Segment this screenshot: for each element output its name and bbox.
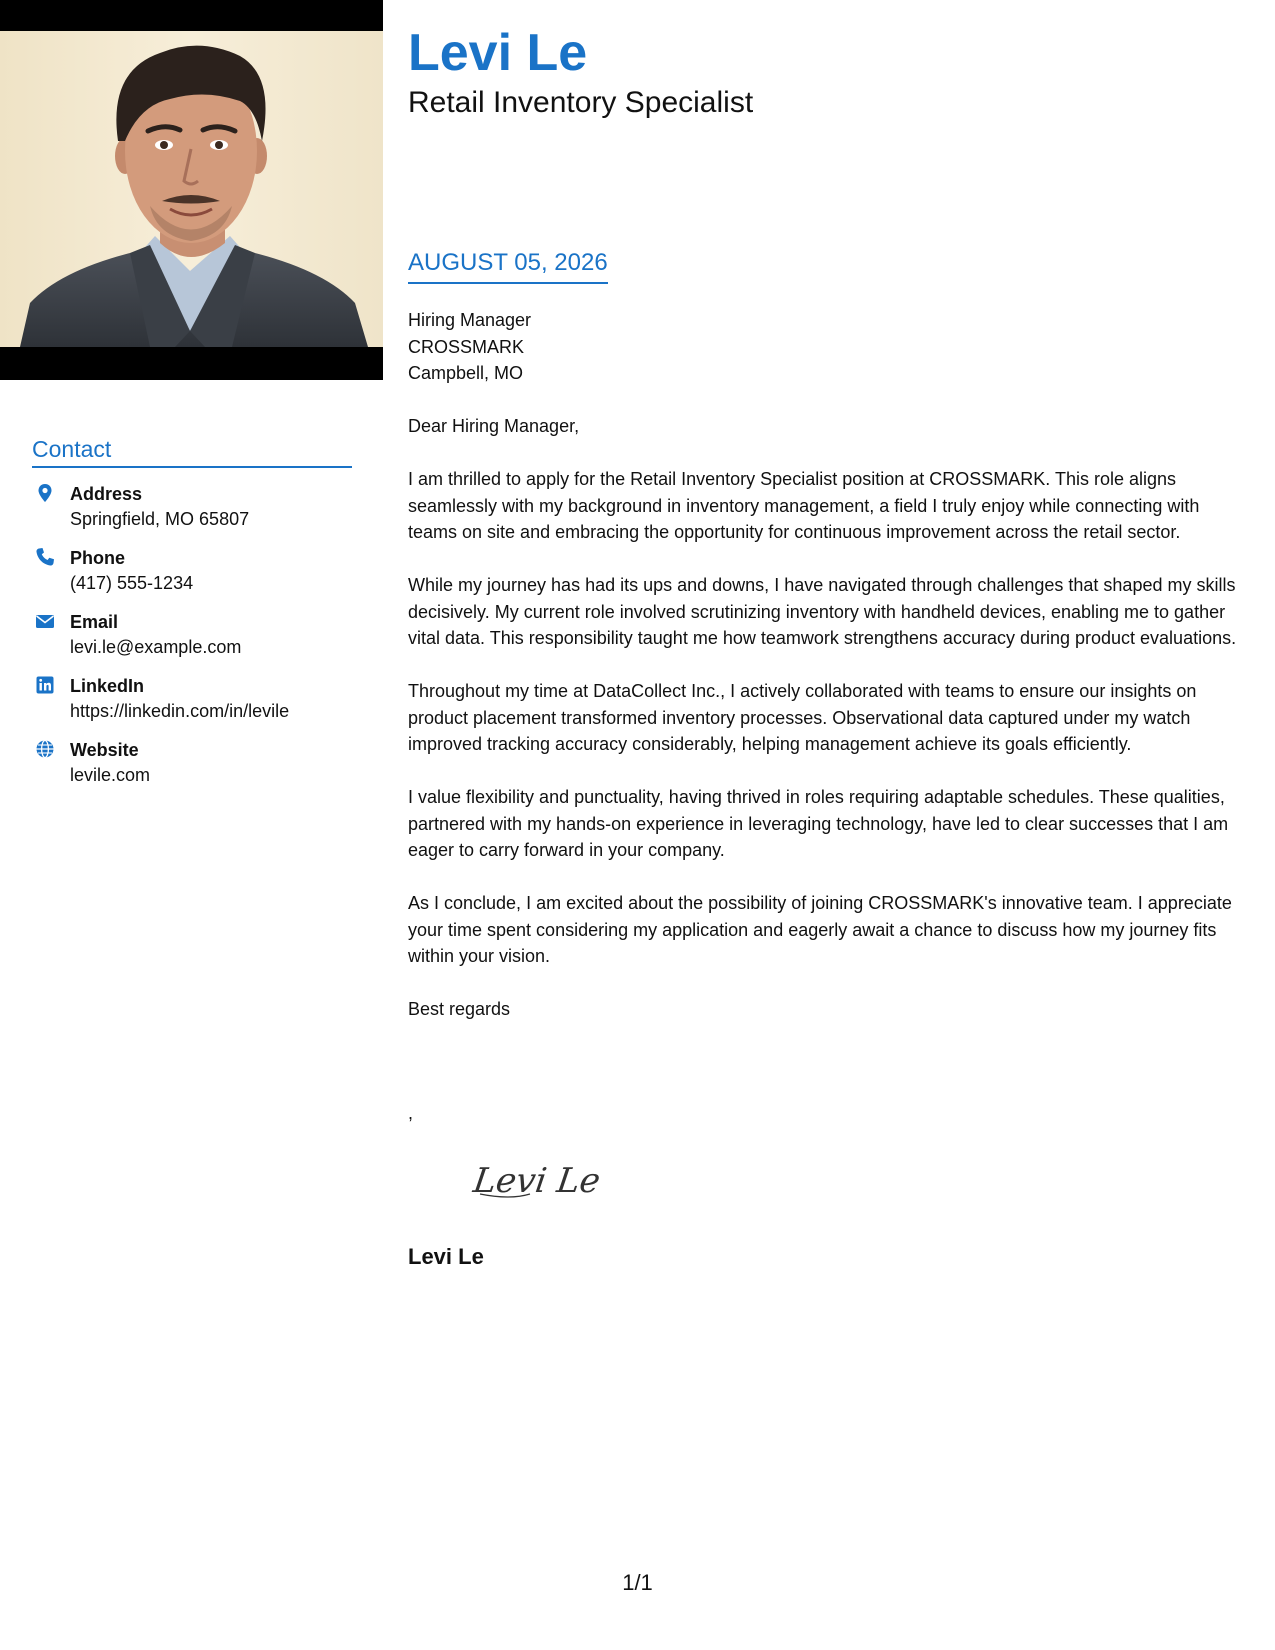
handwritten-signature — [470, 1150, 610, 1210]
contact-website-label: Website — [70, 740, 139, 760]
contact-email — [32, 610, 352, 660]
closing: Best regards — [408, 999, 511, 1019]
contact-address-value: Springfield, MO 65807 — [70, 509, 250, 529]
letter-paragraph: I am thrilled to apply for the Retail Inventory Specialist position at CROSSMARK. This role aligns seamlessly with my background in inventory management, a field I truly enjoy while connecting with teams on site and embracing the opportunity for continuous improvement across the retail sector. — [408, 469, 1200, 542]
svg-text:Levi Le: Levi Le — [470, 1161, 603, 1201]
closing-comma: , — [408, 1103, 414, 1123]
salutation: Dear Hiring Manager, — [408, 416, 580, 436]
contact-website — [32, 738, 352, 788]
phone-icon — [35, 547, 55, 567]
contact-email-label: Email — [70, 612, 119, 632]
letter-body — [408, 413, 1243, 1049]
letter-paragraph: Throughout my time at DataCollect Inc., I actively collaborated with teams to ensure our insights on product placement transformed inventory processes. Observational data captured under my watch improved tracking accuracy considerably, helping management achieve its goals efficiently. — [408, 681, 1197, 754]
contact-phone-label: Phone — [70, 548, 126, 568]
contact-address-label: Address — [70, 484, 143, 504]
profile-photo — [0, 31, 383, 347]
contact-phone-value: (417) 555-1234 — [70, 573, 194, 593]
contact-email-value[interactable]: levi.le@example.com — [70, 637, 242, 657]
recipient-location: Campbell, MO — [408, 363, 524, 383]
letter-paragraph: While my journey has had its ups and downs, I have navigated through challenges that shaped my skills decisively. My current role involved scrutinizing inventory with handheld devices, enabling me to gather vital data. This responsibility taught me how teamwork strengthens accuracy during product evaluations. — [408, 575, 1237, 648]
letter-paragraph: I value flexibility and punctuality, having thrived in roles requiring adaptable schedules. These qualities, partnered with my hands-on experience in leveraging technology, have led to clear successes that I am eager to carry forward in your company. — [408, 787, 1229, 860]
letter-date: AUGUST 05, 2026 — [408, 248, 608, 284]
contact-phone — [32, 546, 352, 596]
letter-paragraph: As I conclude, I am excited about the possibility of joining CROSSMARK's innovative team. I appreciate your time spent considering my application and eagerly await a chance to discuss how my journey fits within your vision. — [408, 893, 1232, 966]
page-number: 1/1 — [622, 1570, 653, 1595]
recipient-line: Hiring Manager — [408, 310, 532, 330]
recipient-block — [408, 307, 531, 387]
signer-name: Levi Le — [408, 1244, 484, 1269]
applicant-name: Levi Le — [408, 24, 588, 82]
contact-website-value[interactable]: levile.com — [70, 765, 151, 785]
globe-icon — [35, 739, 55, 759]
contact-linkedin-label: LinkedIn — [70, 676, 145, 696]
contact-heading: Contact — [32, 436, 352, 468]
linkedin-icon — [35, 675, 55, 695]
job-title: Retail Inventory Specialist — [408, 86, 754, 119]
profile-photo-frame — [0, 0, 383, 380]
contact-section — [32, 436, 352, 802]
recipient-company: CROSSMARK — [408, 336, 525, 357]
email-icon — [35, 611, 55, 631]
map-pin-icon — [35, 483, 55, 503]
contact-address — [32, 482, 352, 532]
contact-linkedin-value[interactable]: https://linkedin.com/in/levile — [70, 701, 290, 721]
contact-linkedin — [32, 674, 352, 724]
